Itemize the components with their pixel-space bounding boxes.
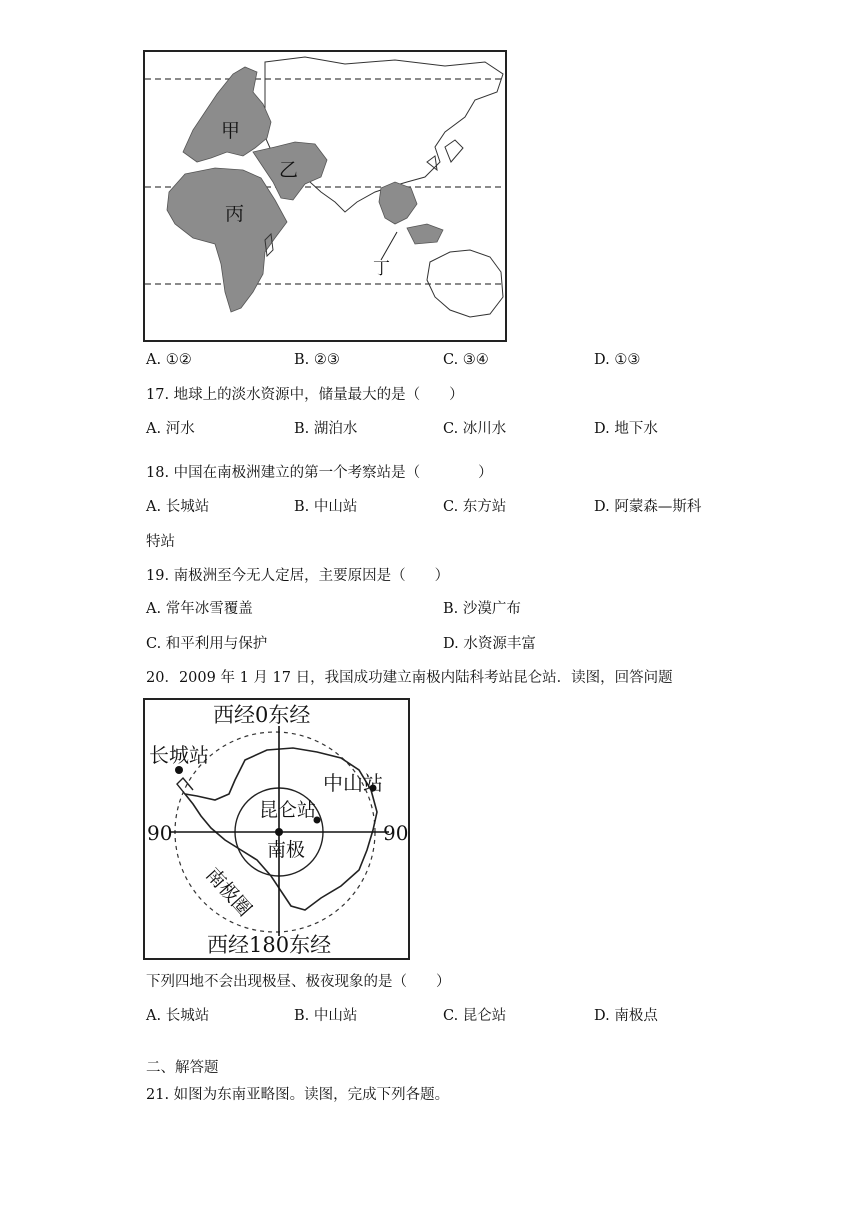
label-ding: 丁	[373, 259, 390, 279]
antarctic-peninsula	[177, 778, 193, 794]
q20-question: 下列四地不会出现极昼、极夜现象的是（ ）	[146, 974, 451, 990]
label-changcheng-station: 长城站	[149, 743, 209, 767]
q16-option-b[interactable]: B. ②③	[294, 352, 340, 368]
q17-stem: 17. 地球上的淡水资源中，储量最大的是（ ）	[146, 387, 464, 403]
korea-outline	[427, 156, 437, 170]
ding-pointer	[381, 232, 397, 260]
world-regions-map	[143, 50, 507, 342]
q20-option-c[interactable]: C. 昆仑站	[443, 1008, 507, 1024]
changcheng-station-dot	[175, 766, 183, 774]
q20-option-a[interactable]: A. 长城站	[146, 1008, 210, 1024]
q20-stem: 20．2009 年 1 月 17 日，我国成功建立南极内陆科考站昆仑站．读图，回答问题	[146, 670, 673, 686]
q16-option-c[interactable]: C. ③④	[443, 352, 489, 368]
q18-option-b[interactable]: B. 中山站	[294, 499, 358, 515]
q18-option-a[interactable]: A. 长城站	[146, 499, 210, 515]
q17-option-d[interactable]: D. 地下水	[594, 421, 658, 437]
q19-option-a[interactable]: A. 常年冰雪覆盖	[146, 601, 253, 617]
label-90-east: 90	[383, 821, 408, 845]
q20-option-d[interactable]: D. 南极点	[594, 1008, 658, 1024]
region-bing	[167, 168, 287, 312]
q17-option-c[interactable]: C. 冰川水	[443, 421, 507, 437]
q18-option-c[interactable]: C. 东方站	[443, 499, 507, 515]
q17-option-a[interactable]: A. 河水	[146, 421, 195, 437]
q20-option-b[interactable]: B. 中山站	[294, 1008, 358, 1024]
q18-option-d[interactable]: D. 阿蒙森—斯科	[594, 499, 702, 515]
region-ding-islands	[407, 224, 443, 244]
label-bing: 丙	[225, 203, 245, 225]
q21-stem: 21. 如图为东南亚略图。读图，完成下列各题。	[146, 1087, 450, 1103]
label-antarctic-circle: 南极圈	[201, 863, 256, 921]
q18-stem: 18. 中国在南极洲建立的第一个考察站是（ ）	[146, 465, 493, 481]
world-regions-map-svg	[145, 52, 505, 340]
south-pole-dot	[275, 828, 283, 836]
q19-stem: 19. 南极洲至今无人定居，主要原因是（ ）	[146, 568, 450, 584]
region-jia	[183, 67, 271, 162]
q19-option-b[interactable]: B. 沙漠广布	[443, 601, 521, 617]
japan-outline	[445, 140, 463, 162]
label-90-west: 90	[147, 821, 173, 845]
section-title: 二、解答题	[146, 1060, 219, 1076]
q19-option-d[interactable]: D. 水资源丰富	[443, 636, 536, 652]
antarctica-map-svg	[145, 700, 408, 958]
label-west-180-east: 西经180东经	[207, 933, 332, 957]
q18-option-d-continued: 特站	[146, 534, 175, 550]
label-zhongshan-station: 中山站	[323, 771, 383, 795]
q17-option-b[interactable]: B. 湖泊水	[294, 421, 358, 437]
label-kunlun-station: 昆仑站	[259, 799, 317, 821]
label-yi: 乙	[279, 159, 299, 181]
q16-option-d[interactable]: D. ①③	[594, 352, 641, 368]
q16-option-a[interactable]: A. ①②	[146, 352, 192, 368]
region-ding	[379, 182, 417, 224]
antarctica-map	[143, 698, 410, 960]
label-south-pole: 南极	[267, 839, 306, 861]
label-west-0-east: 西经0东经	[213, 703, 311, 727]
label-jia: 甲	[221, 120, 241, 142]
q19-option-c[interactable]: C. 和平利用与保护	[146, 636, 268, 652]
